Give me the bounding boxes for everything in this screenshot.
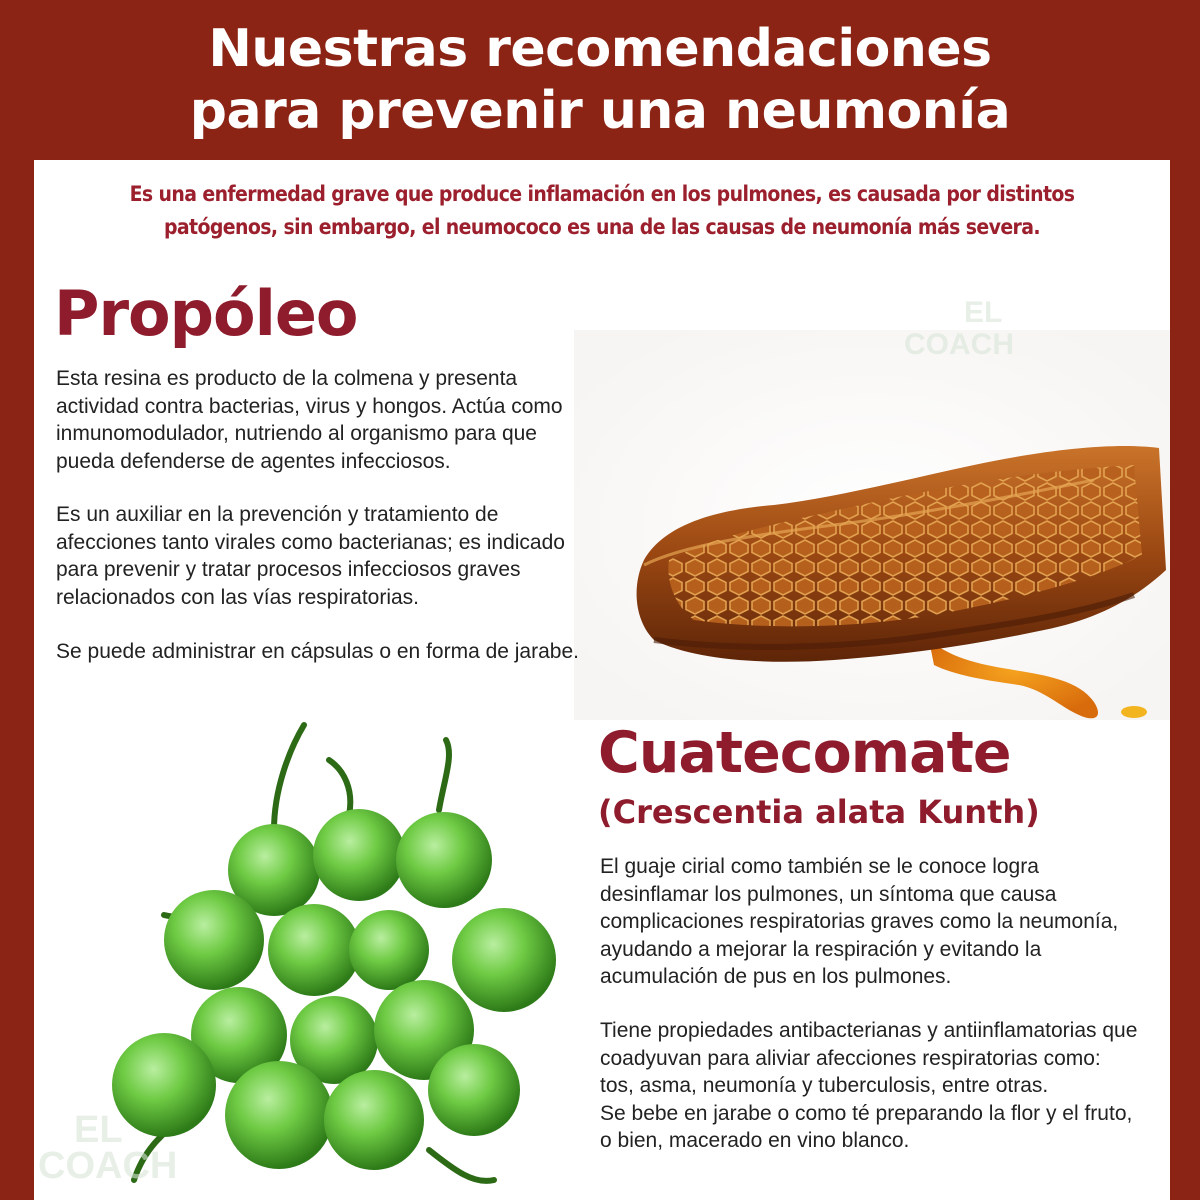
propoleo-paragraph-1: Esta resina es producto de la colmena y presenta actividad contra bacterias, virus y hongos. Actúa como inmunomodulador, nutriendo al organismo para que pueda defenderse de agentes infecciosos. — [56, 367, 563, 473]
title-line-2: para prevenir una neumonía — [189, 81, 1011, 141]
cuatecomate-paragraph-1: El guaje cirial como también se le conoce logra desinflamar los pulmones, un síntoma que causa complicaciones respiratorias graves como la neumonía, ayudando a mejorar la respiración y evitando la acumulación de pus en los pulmones. — [600, 855, 1119, 988]
title-line-1: Nuestras recomendaciones — [208, 19, 992, 79]
cuatecomate-subheading: (Crescentia alata Kunth) — [598, 793, 1040, 831]
watermark-bottom-coach: COACH — [38, 1145, 178, 1187]
watermark-bottom-el: EL — [74, 1109, 123, 1151]
honeycomb-image — [574, 330, 1170, 720]
intro-text — [64, 178, 1140, 244]
cuatecomate-paragraph-3: Se bebe en jarabe o como té preparando la flor y el fruto, o bien, macerado en vino blanco. — [600, 1101, 1133, 1152]
cuatecomate-paragraph-2: Tiene propiedades antibacterianas y antiinflamatorias que coadyuvan para aliviar afecciones respiratorias como: tos, asma, neumonía y tuberculosis, entre otras. — [600, 1019, 1138, 1097]
cuatecomate-heading: Cuatecomate — [598, 720, 1011, 786]
header-banner — [0, 0, 1200, 160]
watermark-top-el: EL — [964, 296, 1003, 329]
watermark-top-coach: COACH — [904, 328, 1014, 361]
intro-line-2: patógenos, sin embargo, el neumococo es una de las causas de neumonía más severa. — [163, 215, 1041, 239]
green-fruits-image — [74, 710, 574, 1200]
propoleo-heading: Propóleo — [54, 277, 358, 350]
page-title — [20, 18, 1180, 142]
propoleo-paragraph-3: Se puede administrar en cápsulas o en forma de jarabe. — [56, 640, 579, 663]
content-panel — [34, 160, 1170, 1200]
intro-line-1: Es una enfermedad grave que produce inflamación en los pulmones, es causada por distintos — [129, 182, 1075, 206]
cuatecomate-paragraphs — [600, 1017, 1140, 1155]
propoleo-paragraph-2: Es un auxiliar en la prevención y tratamiento de afecciones tanto virales como bacterianas; es indicado para prevenir y tratar procesos infecciosos graves relacionados con las vías respiratorias. — [56, 503, 565, 609]
